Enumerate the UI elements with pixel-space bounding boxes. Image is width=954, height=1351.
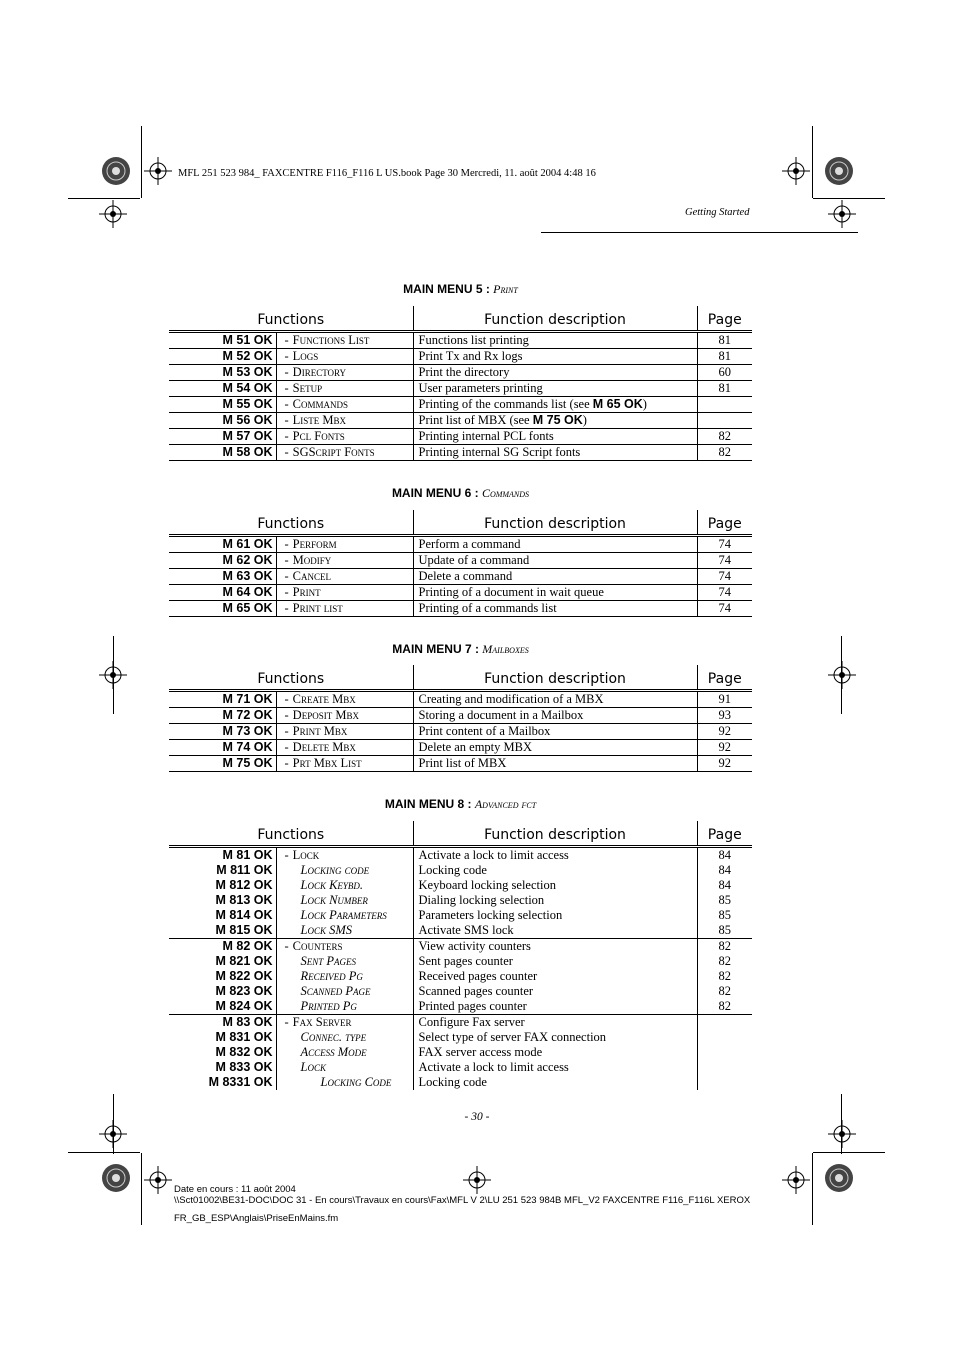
- table-row: [169, 1045, 752, 1060]
- table-row: M 63 OK - Cancel Delete a command 74: [169, 569, 752, 585]
- table-row: M 74 OK - Delete Mbx Delete an empty MBX 92: [169, 740, 752, 756]
- table-row: M 53 OK - Directory Print the directory 60: [169, 365, 752, 381]
- function-description: Dialing locking selection: [413, 893, 697, 908]
- menu-code: M 814 OK: [169, 908, 276, 923]
- footer-path: \\Sct01002\BE31-DOC\DOC 31 - En cours\Travaux en cours\Fax\MFL V 2\LU 251 523 984B MFL_V2 FAXCENTRE F116_F116L XEROX: [174, 1195, 751, 1206]
- table-row: M 83 OK - Fax Server Configure Fax server: [169, 1015, 752, 1031]
- col-functions: Functions: [169, 821, 413, 847]
- menu-code: M 58 OK: [169, 445, 276, 461]
- menu-code: M 51 OK: [169, 332, 276, 349]
- menu-code: M 75 OK: [169, 756, 276, 772]
- table-row: M 51 OK - Functions List Functions list printing 81: [169, 332, 752, 349]
- function-name: Counters: [292, 939, 343, 953]
- crop-mark: [813, 1152, 885, 1153]
- table-row: M 62 OK - Modify Update of a command 74: [169, 553, 752, 569]
- function-name: Print Mbx: [292, 724, 348, 738]
- table-row: M 58 OK - SGScript Fonts Printing internal SG Script fonts 82: [169, 445, 752, 461]
- table-row: [169, 954, 752, 969]
- page-ref: 74: [697, 569, 752, 585]
- crop-mark: [113, 1094, 114, 1154]
- menu-code: M 833 OK: [169, 1060, 276, 1075]
- col-page: Page: [697, 665, 752, 691]
- footer-date: Date en cours : 11 août 2004: [174, 1184, 296, 1195]
- col-description: Function description: [413, 821, 697, 847]
- function-name: Printed Pg: [276, 999, 413, 1015]
- table-row: [169, 1060, 752, 1075]
- table-row: [169, 923, 752, 939]
- function-name: Delete Mbx: [292, 740, 356, 754]
- registration-rosette-icon: [101, 156, 131, 186]
- function-name: Deposit Mbx: [292, 708, 359, 722]
- menu-code: M 824 OK: [169, 999, 276, 1015]
- col-description: Function description: [413, 306, 697, 332]
- table-row: M 81 OK - Lock Activate a lock to limit access 84: [169, 847, 752, 864]
- page-ref: 82: [697, 969, 752, 984]
- table-row: [169, 1030, 752, 1045]
- crop-mark: [68, 198, 140, 199]
- menu-code: M 812 OK: [169, 878, 276, 893]
- table-row: M 65 OK - Print list Printing of a commands list 74: [169, 601, 752, 617]
- function-description: Printing internal SG Script fonts: [413, 445, 697, 461]
- function-name: Functions List: [292, 333, 370, 347]
- cross-reference: M 65 OK: [592, 397, 643, 411]
- crosshair-icon: [782, 157, 810, 185]
- function-description: Storing a document in a Mailbox: [413, 708, 697, 724]
- menu-code: M 61 OK: [169, 536, 276, 553]
- table-row: [169, 1075, 752, 1090]
- page-ref: [697, 1015, 752, 1031]
- function-description: Delete an empty MBX: [413, 740, 697, 756]
- page-ref: [697, 1045, 752, 1060]
- page-ref: 81: [697, 349, 752, 365]
- menu-code: M 62 OK: [169, 553, 276, 569]
- crop-mark: [841, 1094, 842, 1154]
- page-ref: [697, 413, 752, 429]
- menu-code: M 73 OK: [169, 724, 276, 740]
- page-number: - 30 -: [464, 1111, 490, 1123]
- function-description: Functions list printing: [413, 332, 697, 349]
- menu-code: M 831 OK: [169, 1030, 276, 1045]
- menu-7-subtitle: Mailboxes: [482, 642, 529, 656]
- col-page: Page: [697, 306, 752, 332]
- page-ref: 81: [697, 381, 752, 397]
- page-ref: 82: [697, 445, 752, 461]
- page-ref: [697, 397, 752, 413]
- page-ref: 82: [697, 939, 752, 955]
- function-description: Activate a lock to limit access: [413, 1060, 697, 1075]
- crop-mark: [812, 1153, 813, 1225]
- page-ref: 74: [697, 536, 752, 553]
- function-description: Print content of a Mailbox: [413, 724, 697, 740]
- menu-code: M 53 OK: [169, 365, 276, 381]
- menu-code: M 822 OK: [169, 969, 276, 984]
- function-name: Lock: [300, 1060, 326, 1074]
- crosshair-icon: [828, 661, 856, 689]
- table-row: M 72 OK - Deposit Mbx Storing a document in a Mailbox 93: [169, 708, 752, 724]
- page-ref: [697, 1030, 752, 1045]
- function-description: Received pages counter: [413, 969, 697, 984]
- function-name: Lock Number: [300, 893, 368, 907]
- function-description: Select type of server FAX connection: [413, 1030, 697, 1045]
- table-row: [169, 969, 752, 984]
- page-ref: 92: [697, 756, 752, 772]
- crop-mark: [141, 126, 142, 198]
- crosshair-icon: [782, 1166, 810, 1194]
- col-functions: Functions: [169, 306, 413, 332]
- page-ref: 85: [697, 893, 752, 908]
- page-ref: 84: [697, 878, 752, 893]
- page-ref: 81: [697, 332, 752, 349]
- col-functions: Functions: [169, 665, 413, 691]
- function-name: Received Pg: [300, 969, 363, 983]
- crop-mark: [813, 198, 885, 199]
- menu-8-title: MAIN MENU 8 : Advanced fct: [384, 797, 537, 811]
- table-row: M 75 OK - Prt Mbx List Print list of MBX 92: [169, 756, 752, 772]
- function-name: Modify: [292, 553, 332, 567]
- function-description: Print list of MBX (see M 75 OK): [413, 413, 697, 429]
- page-ref: [697, 1075, 752, 1090]
- menu-5-table: [169, 306, 752, 461]
- function-name: Create Mbx: [292, 692, 356, 706]
- crop-mark: [68, 1152, 140, 1153]
- page-ref: 84: [697, 863, 752, 878]
- function-description: Printing of the commands list (see M 65 OK): [413, 397, 697, 413]
- function-name: Connec. type: [300, 1030, 367, 1044]
- function-name: Cancel: [292, 569, 332, 583]
- function-name: Sent Pages: [300, 954, 357, 968]
- page-ref: [697, 1060, 752, 1075]
- function-description: Scanned pages counter: [413, 984, 697, 999]
- menu-code: M 71 OK: [169, 691, 276, 708]
- function-name: Lock Keybd.: [300, 878, 364, 892]
- function-description: Keyboard locking selection: [413, 878, 697, 893]
- crop-mark: [812, 126, 813, 198]
- menu-code: M 54 OK: [169, 381, 276, 397]
- table-row: [169, 999, 752, 1015]
- menu-5-subtitle: Print: [493, 282, 518, 296]
- menu-code: M 832 OK: [169, 1045, 276, 1060]
- menu-code: M 83 OK: [169, 1015, 276, 1031]
- function-name: Pcl Fonts: [292, 429, 345, 443]
- menu-7-table: [169, 665, 752, 772]
- function-description: Activate SMS lock: [413, 923, 697, 939]
- function-name: Scanned Page: [300, 984, 371, 998]
- page-ref: 91: [697, 691, 752, 708]
- menu-code: M 821 OK: [169, 954, 276, 969]
- menu-code: M 63 OK: [169, 569, 276, 585]
- menu-6-table: [169, 510, 752, 617]
- function-description: Printed pages counter: [413, 999, 697, 1015]
- menu-code: M 57 OK: [169, 429, 276, 445]
- table-row: M 56 OK - Liste Mbx Print list of MBX (see M 75 OK): [169, 413, 752, 429]
- footer-file: FR_GB_ESP\Anglais\PriseEnMains.fm: [174, 1213, 339, 1224]
- col-page: Page: [697, 510, 752, 536]
- table-row: [169, 908, 752, 923]
- page-ref: 74: [697, 601, 752, 617]
- crop-mark: [841, 636, 842, 714]
- menu-7-title: MAIN MENU 7 : Mailboxes: [392, 642, 529, 656]
- table-row: [169, 863, 752, 878]
- table-row: M 73 OK - Print Mbx Print content of a Mailbox 92: [169, 724, 752, 740]
- menu-code: M 82 OK: [169, 939, 276, 955]
- function-name: Lock Parameters: [300, 908, 387, 922]
- function-name: Liste Mbx: [292, 413, 347, 427]
- col-description: Function description: [413, 665, 697, 691]
- crosshair-icon: [99, 200, 127, 228]
- function-name: Print: [292, 585, 321, 599]
- page-ref: 60: [697, 365, 752, 381]
- function-name: Directory: [292, 365, 347, 379]
- function-name: Commands: [292, 397, 349, 411]
- registration-rosette-icon: [824, 1163, 854, 1193]
- function-description: View activity counters: [413, 939, 697, 955]
- page-ref: 92: [697, 724, 752, 740]
- table-row: [169, 984, 752, 999]
- menu-code: M 72 OK: [169, 708, 276, 724]
- function-description: Creating and modification of a MBX: [413, 691, 697, 708]
- function-description: Locking code: [413, 1075, 697, 1090]
- crosshair-icon: [828, 200, 856, 228]
- cross-reference: M 75 OK: [532, 413, 583, 427]
- page-ref: 84: [697, 847, 752, 864]
- book-file-header: MFL 251 523 984_ FAXCENTRE F116_F116 L US.book Page 30 Mercredi, 11. août 2004 4:48 16: [178, 168, 596, 179]
- menu-code: M 74 OK: [169, 740, 276, 756]
- function-description: Printing of a document in wait queue: [413, 585, 697, 601]
- function-description: Delete a command: [413, 569, 697, 585]
- crop-mark: [113, 636, 114, 714]
- crosshair-icon: [828, 1120, 856, 1148]
- crosshair-icon: [144, 157, 172, 185]
- page-ref: 82: [697, 999, 752, 1015]
- function-description: User parameters printing: [413, 381, 697, 397]
- function-name: Lock: [292, 848, 320, 862]
- header-rule: [541, 232, 858, 233]
- function-name: Perform: [292, 537, 337, 551]
- table-row: M 82 OK - Counters View activity counters 82: [169, 939, 752, 955]
- table-row: [169, 878, 752, 893]
- menu-code: M 815 OK: [169, 923, 276, 939]
- page-ref: 92: [697, 740, 752, 756]
- menu-5-title: MAIN MENU 5 : Print: [403, 282, 518, 296]
- page-ref: 85: [697, 908, 752, 923]
- function-description: Printing internal PCL fonts: [413, 429, 697, 445]
- function-name: Prt Mbx List: [292, 756, 362, 770]
- function-description: Sent pages counter: [413, 954, 697, 969]
- function-description: FAX server access mode: [413, 1045, 697, 1060]
- table-row: M 55 OK - Commands Printing of the commands list (see M 65 OK): [169, 397, 752, 413]
- function-description: Print list of MBX: [413, 756, 697, 772]
- menu-6-subtitle: Commands: [481, 486, 530, 500]
- table-row: [169, 893, 752, 908]
- menu-8-table: [169, 821, 752, 1090]
- function-description: Parameters locking selection: [413, 908, 697, 923]
- function-description: Configure Fax server: [413, 1015, 697, 1031]
- menu-code: M 56 OK: [169, 413, 276, 429]
- table-row: M 57 OK - Pcl Fonts Printing internal PCL fonts 82: [169, 429, 752, 445]
- menu-code: M 81 OK: [169, 847, 276, 864]
- menu-code: M 65 OK: [169, 601, 276, 617]
- table-row: M 71 OK - Create Mbx Creating and modification of a MBX 91: [169, 691, 752, 708]
- menu-code: M 823 OK: [169, 984, 276, 999]
- function-name: Print list: [292, 601, 343, 615]
- menu-6-title: MAIN MENU 6 : Commands: [391, 486, 530, 500]
- menu-code: M 64 OK: [169, 585, 276, 601]
- function-description: Perform a command: [413, 536, 697, 553]
- function-name: Locking Code: [320, 1075, 392, 1089]
- menu-8-subtitle: Advanced fct: [474, 797, 537, 811]
- col-page: Page: [697, 821, 752, 847]
- function-name: Locking code: [300, 863, 370, 877]
- menu-code: M 52 OK: [169, 349, 276, 365]
- function-name: Setup: [292, 381, 323, 395]
- crosshair-icon: [463, 1166, 491, 1194]
- function-name: Logs: [292, 349, 319, 363]
- crosshair-icon: [144, 1166, 172, 1194]
- function-description: Print the directory: [413, 365, 697, 381]
- function-description: Activate a lock to limit access: [413, 847, 697, 864]
- menu-code: M 8331 OK: [169, 1075, 276, 1090]
- table-row: M 54 OK - Setup User parameters printing 81: [169, 381, 752, 397]
- function-description: Printing of a commands list: [413, 601, 697, 617]
- page-ref: 82: [697, 954, 752, 969]
- col-description: Function description: [413, 510, 697, 536]
- page-ref: 74: [697, 553, 752, 569]
- page-ref: 82: [697, 429, 752, 445]
- menu-code: M 813 OK: [169, 893, 276, 908]
- registration-rosette-icon: [101, 1163, 131, 1193]
- table-row: M 64 OK - Print Printing of a document in wait queue 74: [169, 585, 752, 601]
- function-description: Print Tx and Rx logs: [413, 349, 697, 365]
- menu-code: M 811 OK: [169, 863, 276, 878]
- crop-mark: [141, 1153, 142, 1225]
- function-name: SGScript Fonts: [292, 445, 375, 459]
- table-row: M 52 OK - Logs Print Tx and Rx logs 81: [169, 349, 752, 365]
- function-description: Update of a command: [413, 553, 697, 569]
- function-name: Access Mode: [300, 1045, 367, 1059]
- function-name: Lock SMS: [276, 923, 413, 939]
- col-functions: Functions: [169, 510, 413, 536]
- page-ref: 85: [697, 923, 752, 939]
- registration-rosette-icon: [824, 156, 854, 186]
- page-ref: 82: [697, 984, 752, 999]
- function-name: Fax Server: [292, 1015, 352, 1029]
- function-description: Locking code: [413, 863, 697, 878]
- page-ref: 74: [697, 585, 752, 601]
- page-ref: 93: [697, 708, 752, 724]
- running-title: Getting Started: [685, 207, 750, 218]
- table-row: M 61 OK - Perform Perform a command 74: [169, 536, 752, 553]
- menu-code: M 55 OK: [169, 397, 276, 413]
